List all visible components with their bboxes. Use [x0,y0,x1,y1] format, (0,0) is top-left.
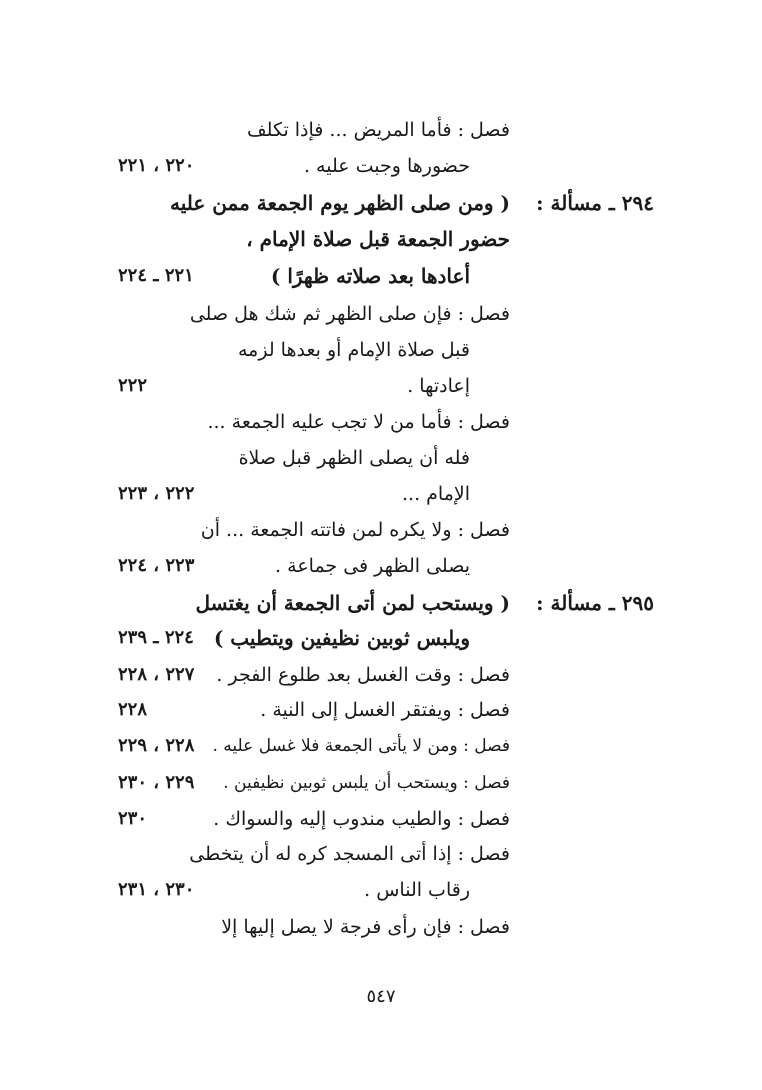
index-entry-text: فصل : فأما المريض ... فإذا تكلف [247,119,510,141]
page-reference: ٢٢٠ ، ٢٢١ [118,155,195,176]
issue-heading-text: ويلبس ثوبين نظيفين ويتطيب ) [213,626,470,650]
index-entry-text: فصل : وقت الغسل بعد طلوع الفجر . [216,664,510,686]
index-entry-text: إعادتها . [407,375,470,397]
page-reference: ٢٢٧ ، ٢٢٨ [118,664,195,685]
index-entry-text: فصل : ومن لا يأتى الجمعة فلا غسل عليه . [212,736,510,756]
index-entry-text: فصل : فإن رأى فرجة لا يصل إليها إلا [221,916,510,938]
page-reference: ٢٣٠ [118,808,148,829]
page-reference: ٢٢٨ [118,699,148,720]
page-reference: ٢٢٩ ، ٢٣٠ [118,772,195,793]
page-number: ٥٤٧ [366,986,396,1007]
page-reference: ٢٢٨ ، ٢٢٩ [118,735,195,756]
index-entry-text: فصل : ولا يكره لمن فاتته الجمعة ... أن [200,519,510,541]
issue-label: ٢٩٥ ـ مسألة : [536,591,654,615]
issue-label: ٢٩٤ ـ مسألة : [536,191,654,215]
index-entry-text: فصل : فإن صلى الظهر ثم شك هل صلى [189,303,510,325]
index-entry-text: قبل صلاة الإمام أو بعدها لزمه [238,339,470,361]
index-entry-text: فصل : فأما من لا تجب عليه الجمعة ... [207,411,510,433]
index-entry-text: الإمام ... [401,483,470,505]
index-entry-text: فصل : ويفتقر الغسل إلى النية . [260,699,510,721]
page-reference: ٢٢٢ [118,375,148,396]
index-entry-text: رقاب الناس . [364,879,470,901]
page-reference: ٢٢١ ـ ٢٢٤ [118,265,194,286]
issue-heading-text: أعادها بعد صلاته ظهرًا ) [270,264,470,288]
page-reference: ٢٢٤ ـ ٢٣٩ [118,627,194,648]
index-entry-text: فله أن يصلى الظهر قبل صلاة [238,447,470,469]
page-reference: ٢٢٢ ، ٢٢٣ [118,483,195,504]
index-entry-text: حضورها وجبت عليه . [303,155,470,177]
page-reference: ٢٣٠ ، ٢٣١ [118,879,195,900]
issue-heading-text: حضور الجمعة قبل صلاة الإمام ، [246,227,510,251]
issue-heading-text: ( ومن صلى الظهر يوم الجمعة ممن عليه [170,191,510,215]
issue-heading-text: ( ويستحب لمن أتى الجمعة أن يغتسل [195,591,510,615]
index-entry-text: فصل : والطيب مندوب إليه والسواك . [213,808,510,830]
index-entry-text: فصل : ويستحب أن يلبس ثوبين نظيفين . [223,773,510,793]
index-entry-text: يصلى الظهر فى جماعة . [275,555,470,577]
index-entry-text: فصل : إذا أتى المسجد كره له أن يتخطى [189,843,510,865]
page-reference: ٢٢٣ ، ٢٢٤ [118,555,195,576]
